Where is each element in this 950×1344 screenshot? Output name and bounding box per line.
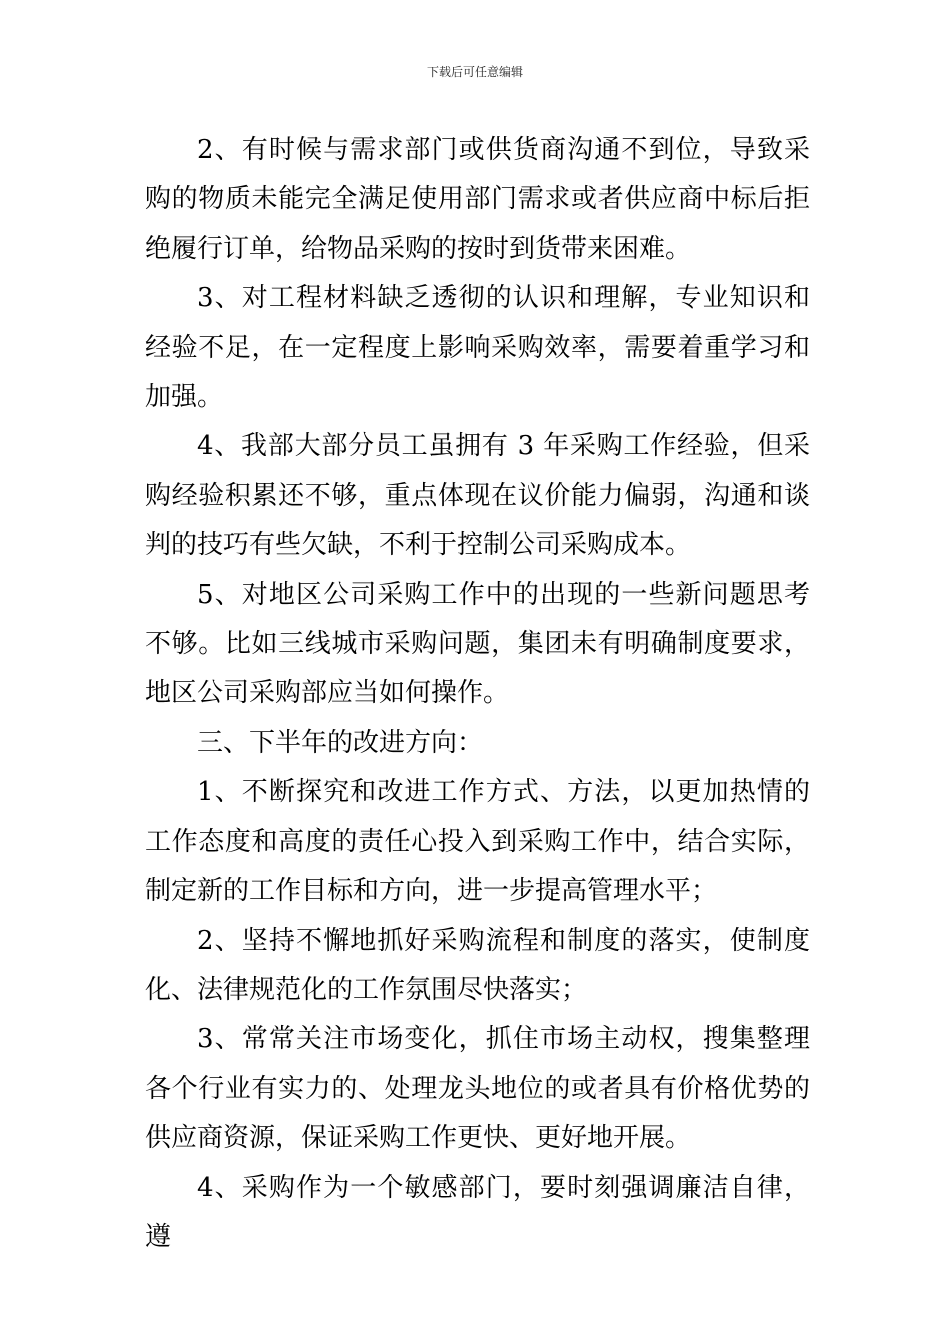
paragraph-problem-5: 5、对地区公司采购工作中的出现的一些新问题思考不够。比如三线城市采购问题，集团未有明确制度要求，地区公司采购部应当如何操作。 xyxy=(145,579,810,709)
paragraph-problem-4: 4、我部大部分员工虽拥有 3 年采购工作经验，但采购经验积累还不够，重点体现在议价能力偏弱，沟通和谈判的技巧有些欠缺，不利于控制公司采购成本。 xyxy=(145,431,810,561)
paragraph-problem-2: 2、有时候与需求部门或供货商沟通不到位，导致采购的物质未能完全满足使用部门需求或者供应商中标后拒绝履行订单，给物品采购的按时到货带来困难。 xyxy=(145,135,810,264)
paragraph-improvement-3: 3、常常关注市场变化，抓住市场主动权，搜集整理各个行业有实力的、处理龙头地位的或者具有价格优势的供应商资源，保证采购工作更快、更好地开展。 xyxy=(145,1024,810,1154)
paragraph-improvement-4: 4、采购作为一个敏感部门，要时刻强调廉洁自律，遵 xyxy=(145,1172,810,1252)
document-body xyxy=(145,126,810,1262)
paragraph-improvement-1: 1、不断探究和改进工作方式、方法，以更加热情的工作态度和高度的责任心投入到采购工作中，结合实际，制定新的工作目标和方向，进一步提高管理水平； xyxy=(145,777,810,907)
page-header: 下载后可任意编辑 xyxy=(426,65,523,79)
section-heading-improvement: 三、下半年的改进方向： xyxy=(197,727,484,758)
paragraph-improvement-2: 2、坚持不懈地抓好采购流程和制度的落实，使制度化、法律规范化的工作氛围尽快落实； xyxy=(145,925,810,1005)
paragraph-problem-3: 3、对工程材料缺乏透彻的认识和理解，专业知识和经验不足，在一定程度上影响采购效率，需要着重学习和加强。 xyxy=(145,283,810,413)
